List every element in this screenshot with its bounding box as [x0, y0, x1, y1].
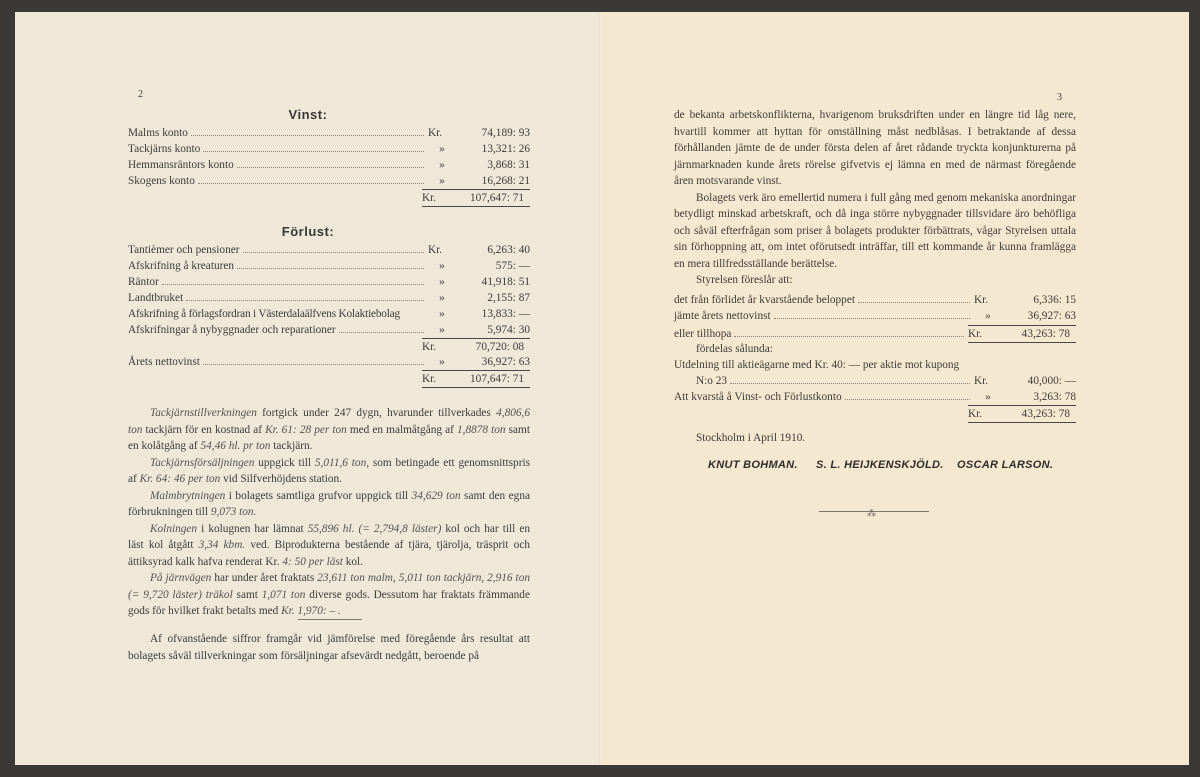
amount: 43,263: 78 — [1021, 328, 1070, 340]
forlust-subtotal — [128, 338, 530, 354]
leader-dots — [237, 268, 424, 269]
currency: » — [985, 310, 991, 322]
leader-dots — [237, 167, 424, 168]
forlust-ledger — [128, 242, 530, 386]
ledger-row — [128, 306, 530, 322]
conclusion-paragraph — [128, 631, 530, 664]
currency: » — [439, 324, 445, 336]
row-label: Årets nettovinst — [128, 356, 200, 368]
ledger-row — [128, 173, 530, 189]
amount: 74,189: 93 — [481, 127, 530, 139]
currency: Kr. — [968, 328, 983, 340]
production-report — [128, 405, 530, 620]
right-page — [601, 12, 1189, 765]
vinst-heading: Vinst: — [288, 107, 328, 122]
row-label: Landtbruket — [128, 292, 184, 304]
forlust-heading: Förlust: — [281, 224, 335, 239]
amount: 41,918: 51 — [481, 276, 530, 288]
ledger-row — [128, 274, 530, 290]
currency: » — [985, 391, 991, 403]
amount: 107,647: 71 — [470, 192, 524, 204]
leader-dots — [198, 183, 424, 184]
leader-dots — [845, 399, 970, 400]
amount: 5,974: 30 — [487, 324, 530, 336]
amount: 3,263: 78 — [1033, 391, 1076, 403]
paragraph: Bolagets verk äro emellertid numera i full gång med genom mekaniska anordningar betydligt minskad arbetskraft, och då inga större nybyggnader tillsvidare äro behöfliga och såväl efterfrågan som priser å bolagets produkter förbättrats, vågar Styrelsen uttala sin förhoppning att, om intet oförutsedt inträffar, till ett kommande år kunna framlägga en mera tillfredsställande berättelse. — [674, 191, 1076, 270]
row-label: Afskrifning å kreaturen — [128, 260, 235, 272]
currency: » — [439, 308, 445, 320]
place-date: Stockholm i April 1910. — [696, 432, 806, 444]
page-number: 3 — [1057, 92, 1062, 103]
paragraph: Af ofvanstående siffror framgår vid jämförelse med föregående års resultat att bolagets såväl tillverkningar som försäljningar afsevärdt nedgått, beroende på — [128, 633, 530, 662]
leader-dots — [339, 332, 424, 333]
forlust-total — [128, 370, 530, 386]
distributed-label: fördelas sålunda: — [696, 343, 773, 355]
row-label: Malms konto — [128, 127, 188, 139]
left-page — [15, 12, 601, 765]
board-report — [674, 107, 1076, 289]
currency: » — [439, 143, 445, 155]
section-divider — [298, 619, 362, 620]
amount: 70,720: 08 — [475, 341, 524, 353]
currency: » — [439, 260, 445, 272]
currency: » — [439, 159, 445, 171]
row-label: Räntor — [128, 276, 159, 288]
amount: 16,268: 21 — [481, 175, 530, 187]
currency: » — [439, 356, 445, 368]
vinst-total — [422, 189, 530, 205]
row-label: det från förlidet år kvarstående beloppet — [674, 294, 855, 306]
row-label: N:o 23 — [696, 375, 728, 387]
row-label: jämte årets nettovinst — [674, 310, 771, 322]
amount: 13,321: 26 — [481, 143, 530, 155]
page-fold — [599, 12, 602, 765]
currency: Kr. — [968, 408, 983, 420]
amount: 43,263: 78 — [1021, 408, 1070, 420]
row-label: Tantièmer och pensioner — [128, 244, 240, 256]
amount: 36,927: 63 — [481, 356, 530, 368]
currency: Kr. — [428, 127, 443, 139]
row-label: Skogens konto — [128, 175, 195, 187]
row-label: Tackjärns konto — [128, 143, 201, 155]
signature: S. L. HEIJKENSKJÖLD. — [816, 459, 944, 471]
leader-dots — [774, 318, 970, 319]
ledger-row — [128, 157, 530, 173]
page-number: 2 — [138, 89, 143, 100]
ledger-row — [674, 389, 1076, 405]
currency: Kr. — [428, 244, 443, 256]
leader-dots — [243, 252, 424, 253]
amount: 6,336: 15 — [1033, 294, 1076, 306]
currency: » — [439, 175, 445, 187]
paragraph: de bekanta arbetskonflikterna, hvarigenom bruksdriften under en längre tid låg nere, hvartill kommer att hyttan för omställning måst nedblåsas. I betraktande af dessa förhållanden jämte de de under första delen af året rådande tryckta konjunkturerna på järnmarknaden kunde årets rörelse gifvetvis ej lämna en med de närmast föregående åren motsvarande vinst. — [674, 109, 1076, 187]
currency: » — [439, 292, 445, 304]
currency: Kr. — [974, 294, 989, 306]
leader-dots — [203, 364, 424, 365]
row-label: Afskrifningar å nybyggnader och reparationer — [128, 324, 336, 336]
amount: 13,833: — — [481, 308, 530, 320]
net-profit-row — [128, 354, 530, 370]
leader-dots — [162, 284, 424, 285]
leader-dots — [186, 300, 424, 301]
paragraph: Tackjärnsförsäljningen uppgick till 5,011,6 ton, som betingade ett genomsnittspris af Kr. 64: 46 per ton vid Silfverhöjdens station. — [128, 456, 530, 485]
amount: 2,155: 87 — [487, 292, 530, 304]
row-label: Att kvarstå å Vinst- och Förlustkonto — [674, 391, 842, 403]
ledger-row — [128, 141, 530, 157]
ledger-row — [128, 242, 530, 258]
ledger-row — [128, 322, 530, 338]
amount: 40,000: — — [1027, 375, 1076, 387]
amount: 36,927: 63 — [1027, 310, 1076, 322]
ledger-row — [674, 308, 1076, 324]
currency: Kr. — [974, 375, 989, 387]
leader-dots — [858, 302, 970, 303]
vinst-ledger — [128, 125, 530, 205]
paragraph: Kolningen i kolugnen har lämnat 55,896 hl. (= 2,794,8 läster) kol och har till en läst kol åtgått 3,34 kbm. ved. Biprodukterna bestående af tjära, tjärolja, träsprit och ättiksyrad kalk hafva renderat Kr. 4: 50 per läst kol. — [128, 522, 530, 568]
proposal-intro: Styrelsen föreslår att: — [696, 274, 793, 286]
currency: Kr. — [422, 341, 437, 353]
ornament-icon: ⁂ — [867, 508, 876, 518]
currency: Kr. — [422, 192, 437, 204]
row-label: Afskrifning å förlagsfordran i Västerdalaälfvens Kolaktiebolag — [128, 308, 400, 320]
row-label: eller tillhopa — [674, 328, 732, 340]
amount: 107,647: 71 — [470, 373, 524, 385]
currency: Kr. — [422, 373, 437, 385]
signature: OSCAR LARSON. — [957, 459, 1054, 471]
row-label: Hemmansräntors konto — [128, 159, 234, 171]
leader-dots — [203, 151, 424, 152]
ledger-row — [128, 258, 530, 274]
proposal-ledger — [674, 292, 1076, 421]
leader-dots — [730, 383, 970, 384]
paragraph: Tackjärnstillverkningen fortgick under 247 dygn, hvarunder tillverkades 4,806,6 ton tackjärn för en kostnad af Kr. 61: 28 per ton med en malmåtgång af 1,8878 ton samt en kolåtgång af 54,46 hl. pr ton tackjärn. — [128, 407, 530, 452]
paragraph: Malmbrytningen i bolagets samtliga grufvor uppgick till 34,629 ton samt den egna förbrukningen till 9,073 ton. — [128, 489, 530, 518]
ledger-row — [674, 292, 1076, 308]
currency: » — [439, 276, 445, 288]
amount: 575: — — [495, 260, 530, 272]
ledger-row — [128, 290, 530, 306]
distribution-total — [674, 405, 1076, 421]
signature: KNUT BOHMAN. — [708, 459, 798, 471]
amount: 6,263: 40 — [487, 244, 530, 256]
leader-dots — [734, 336, 964, 337]
ledger-row — [128, 125, 530, 141]
leader-dots — [191, 135, 424, 136]
paragraph: På järnvägen har under året fraktats 23,611 ton malm, 5,011 ton tackjärn, 2,916 ton (= 9,720 läster) träkol samt 1,071 ton diverse gods. Dessutom har fraktats främmande gods för hvilket frakt betalts med Kr. 1,970: – . — [128, 572, 530, 617]
ledger-row — [674, 373, 1076, 389]
dividend-line: Utdelning till aktieägarne med Kr. 40: — per aktie mot kupong — [674, 359, 960, 371]
amount: 3,868: 31 — [487, 159, 530, 171]
ledger-row — [674, 324, 1076, 341]
